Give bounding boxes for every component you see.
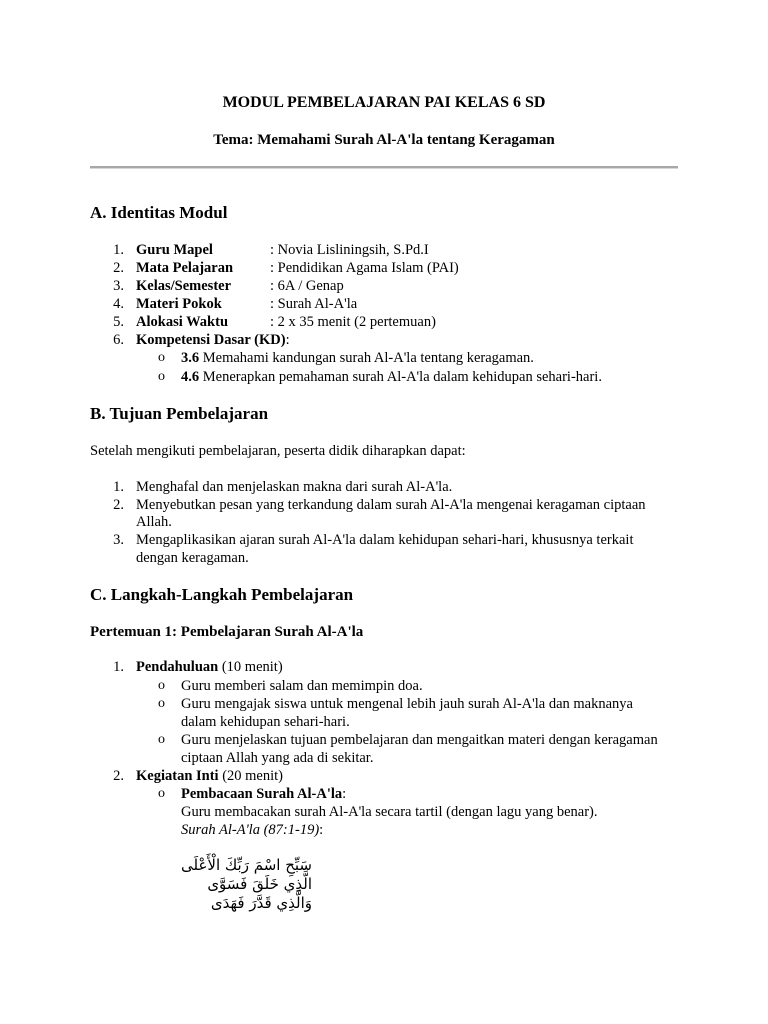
section-b-heading: B. Tujuan Pembelajaran	[90, 404, 269, 423]
list-number: 2.	[113, 768, 124, 784]
bullet-marker: o	[158, 732, 165, 747]
step-1-bullet-line: Guru menjelaskan tujuan pembelajaran dan mengaitkan materi dengan keragaman	[181, 732, 658, 748]
kd-item	[181, 349, 534, 367]
surah-reference-text: Surah Al-A'la (87:1-19)	[181, 822, 320, 838]
list-number: 4.	[113, 296, 124, 312]
list-number: 2.	[113, 260, 124, 276]
list-number: 5.	[113, 314, 124, 330]
identity-value-mapel: : Pendidikan Agama Islam (PAI)	[270, 260, 459, 276]
document-title: MODUL PEMBELAJARAN PAI KELAS 6 SD	[222, 94, 546, 111]
identity-label-kelas: Kelas/Semester	[136, 278, 232, 294]
list-number: 1.	[113, 479, 124, 495]
identity-value-materi: : Surah Al-A'la	[270, 296, 358, 312]
step-1-bullet-line: dalam kehidupan sehari-hari.	[181, 714, 350, 730]
kd-label: Kompetensi Dasar (KD)	[136, 332, 286, 348]
kd-text: Menerapkan pemahaman surah Al-A'la dalam kehidupan sehari-hari.	[199, 369, 602, 385]
identity-value-guru: : Novia Lisliningsih, S.Pd.I	[270, 242, 429, 258]
step-1-bullet-line: Guru mengajak siswa untuk mengenal lebih jauh surah Al-A'la dan maknanya	[181, 696, 633, 712]
kd-colon: :	[285, 332, 290, 348]
bullet-marker: o	[158, 786, 165, 801]
bullet-marker: o	[158, 350, 165, 365]
list-number: 2.	[113, 497, 124, 513]
list-number: 1.	[113, 242, 124, 258]
horizontal-rule	[90, 166, 678, 169]
step-2-bullet-heading	[181, 785, 346, 803]
identity-label-materi: Materi Pokok	[136, 296, 222, 312]
step-1-heading	[136, 658, 283, 676]
objective-line: Menyebutkan pesan yang terkandung dalam surah Al-A'la mengenai keragaman ciptaan	[136, 497, 646, 513]
kd-text: Memahami kandungan surah Al-A'la tentang keragaman.	[199, 350, 534, 366]
step-1-label: Pendahuluan	[136, 659, 219, 675]
step-1-bullet-line: Guru memberi salam dan memimpin doa.	[181, 678, 423, 694]
objective-line: dengan keragaman.	[136, 550, 249, 566]
kd-item	[181, 368, 602, 386]
step-2-bullet-colon: :	[342, 786, 347, 802]
section-a-heading: A. Identitas Modul	[90, 203, 228, 222]
objective-line: Mengaplikasikan ajaran surah Al-A'la dalam kehidupan sehari-hari, khususnya terkait	[136, 532, 634, 548]
step-1-bullet-line: ciptaan Allah yang ada di sekitar.	[181, 750, 374, 766]
bullet-marker: o	[158, 369, 165, 384]
identity-value-waktu: : 2 x 35 menit (2 pertemuan)	[270, 314, 436, 330]
identity-label-mapel: Mata Pelajaran	[136, 260, 234, 276]
section-b-intro: Setelah mengikuti pembelajaran, peserta didik diharapkan dapat:	[90, 443, 466, 459]
list-number: 3.	[113, 532, 124, 548]
kd-code: 3.6	[181, 350, 200, 366]
section-c-heading: C. Langkah-Langkah Pembelajaran	[90, 585, 354, 604]
arabic-verse-1: سَبِّحِ اسْمَ رَبِّكَ الْأَعْلَى	[180, 856, 312, 874]
list-number: 1.	[113, 659, 124, 675]
step-2-time: (20 menit)	[218, 768, 284, 784]
arabic-verse-3: وَالَّذِي قَدَّرَ فَهَدَى	[210, 894, 312, 912]
document-subtitle: Tema: Memahami Surah Al-A'la tentang Keragaman	[213, 132, 555, 148]
step-2-bullet-label: Pembacaan Surah Al-A'la	[181, 786, 343, 802]
objective-line: Menghafal dan menjelaskan makna dari surah Al-A'la.	[136, 479, 453, 495]
kd-heading	[136, 331, 290, 349]
step-1-time: (10 menit)	[218, 659, 283, 675]
step-2-label: Kegiatan Inti	[136, 768, 219, 784]
bullet-marker: o	[158, 696, 165, 711]
surah-reference-colon: :	[319, 822, 324, 838]
objective-line: Allah.	[136, 514, 172, 530]
bullet-marker: o	[158, 678, 165, 693]
step-2-heading	[136, 767, 283, 785]
identity-label-guru: Guru Mapel	[136, 242, 213, 258]
arabic-verse-2: الَّذِي خَلَقَ فَسَوَّى	[207, 875, 312, 893]
identity-value-kelas: : 6A / Genap	[270, 278, 344, 294]
list-number: 6.	[113, 332, 124, 348]
surah-reference	[181, 821, 323, 839]
identity-label-waktu: Alokasi Waktu	[136, 314, 229, 330]
list-number: 3.	[113, 278, 124, 294]
meeting-1-heading: Pertemuan 1: Pembelajaran Surah Al-A'la	[90, 624, 364, 640]
kd-code: 4.6	[181, 369, 200, 385]
step-2-text: Guru membacakan surah Al-A'la secara tartil (dengan lagu yang benar).	[181, 804, 598, 820]
